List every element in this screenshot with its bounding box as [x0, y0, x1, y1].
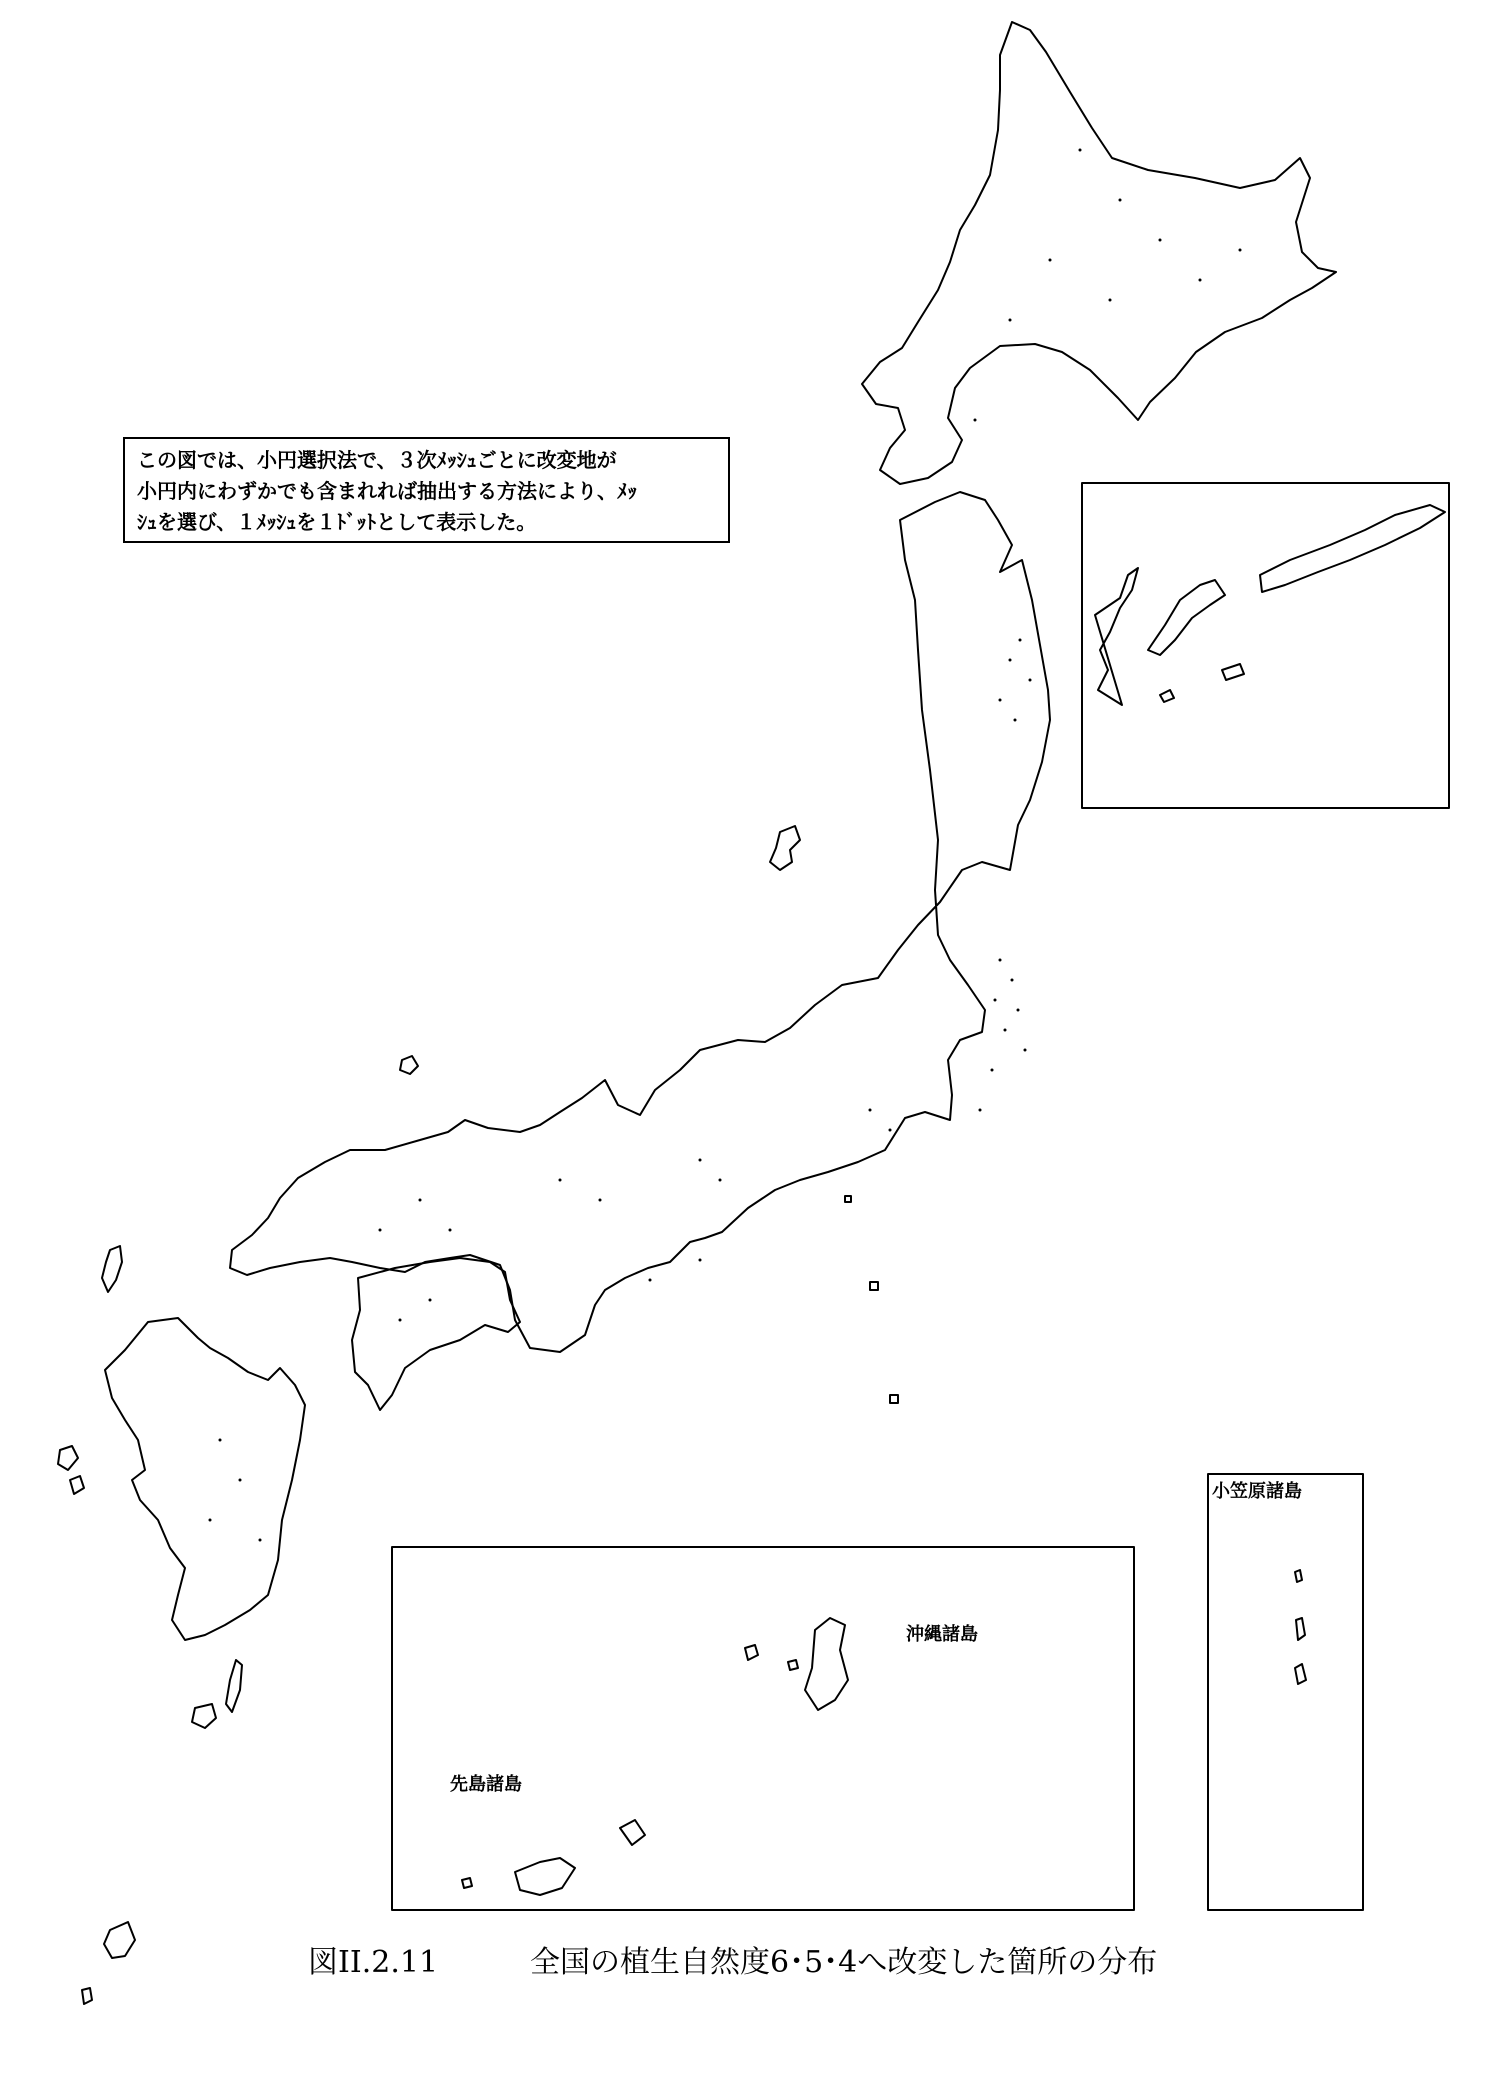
method-note-box [123, 437, 730, 543]
oki-island [400, 1056, 418, 1074]
okinawa-islands [745, 1618, 848, 1710]
figure-title: 全国の植生自然度6･5･4へ改変した箇所の分布 [530, 1945, 1158, 1980]
method-note-line-1: この図では、小円選択法で、３次ﾒｯｼｭごとに改変地が [137, 448, 617, 472]
tanegashima-island [226, 1660, 242, 1712]
izu-islands [845, 1196, 898, 1403]
label-ogasawara: 小笠原諸島 [1212, 1477, 1302, 1503]
ogasawara-islands [1295, 1570, 1306, 1684]
label-sakishima: 先島諸島 [450, 1770, 522, 1796]
label-okinawa: 沖縄諸島 [906, 1620, 978, 1646]
sakishima-islands [462, 1820, 645, 1895]
method-note-line-2: 小円内にわずかでも含まれれば抽出する方法により、ﾒｯ [137, 479, 637, 503]
okinawa-inset [392, 1547, 1134, 1910]
method-note-line-3: ｼｭを選び、１ﾒｯｼｭを１ﾄﾞｯﾄとして表示した。 [137, 510, 537, 534]
shikoku-outline [352, 1258, 520, 1410]
figure-number: 図II.2.11 [308, 1945, 439, 1980]
sado-island [770, 826, 800, 870]
tsushima-island [102, 1246, 122, 1292]
kyushu-outline [105, 1318, 305, 1640]
ogasawara-inset [1208, 1474, 1363, 1910]
hokkaido-outline [862, 22, 1336, 484]
northern-territories-inset [1082, 483, 1449, 808]
yakushima-island [192, 1704, 216, 1728]
kurile-islands [1095, 505, 1445, 705]
modified-area-dots [209, 149, 1242, 1542]
goto-islands [58, 1446, 84, 1494]
amami-island [104, 1922, 135, 1958]
honshu-outline [230, 492, 1050, 1352]
tokunoshima-island [82, 1988, 92, 2004]
